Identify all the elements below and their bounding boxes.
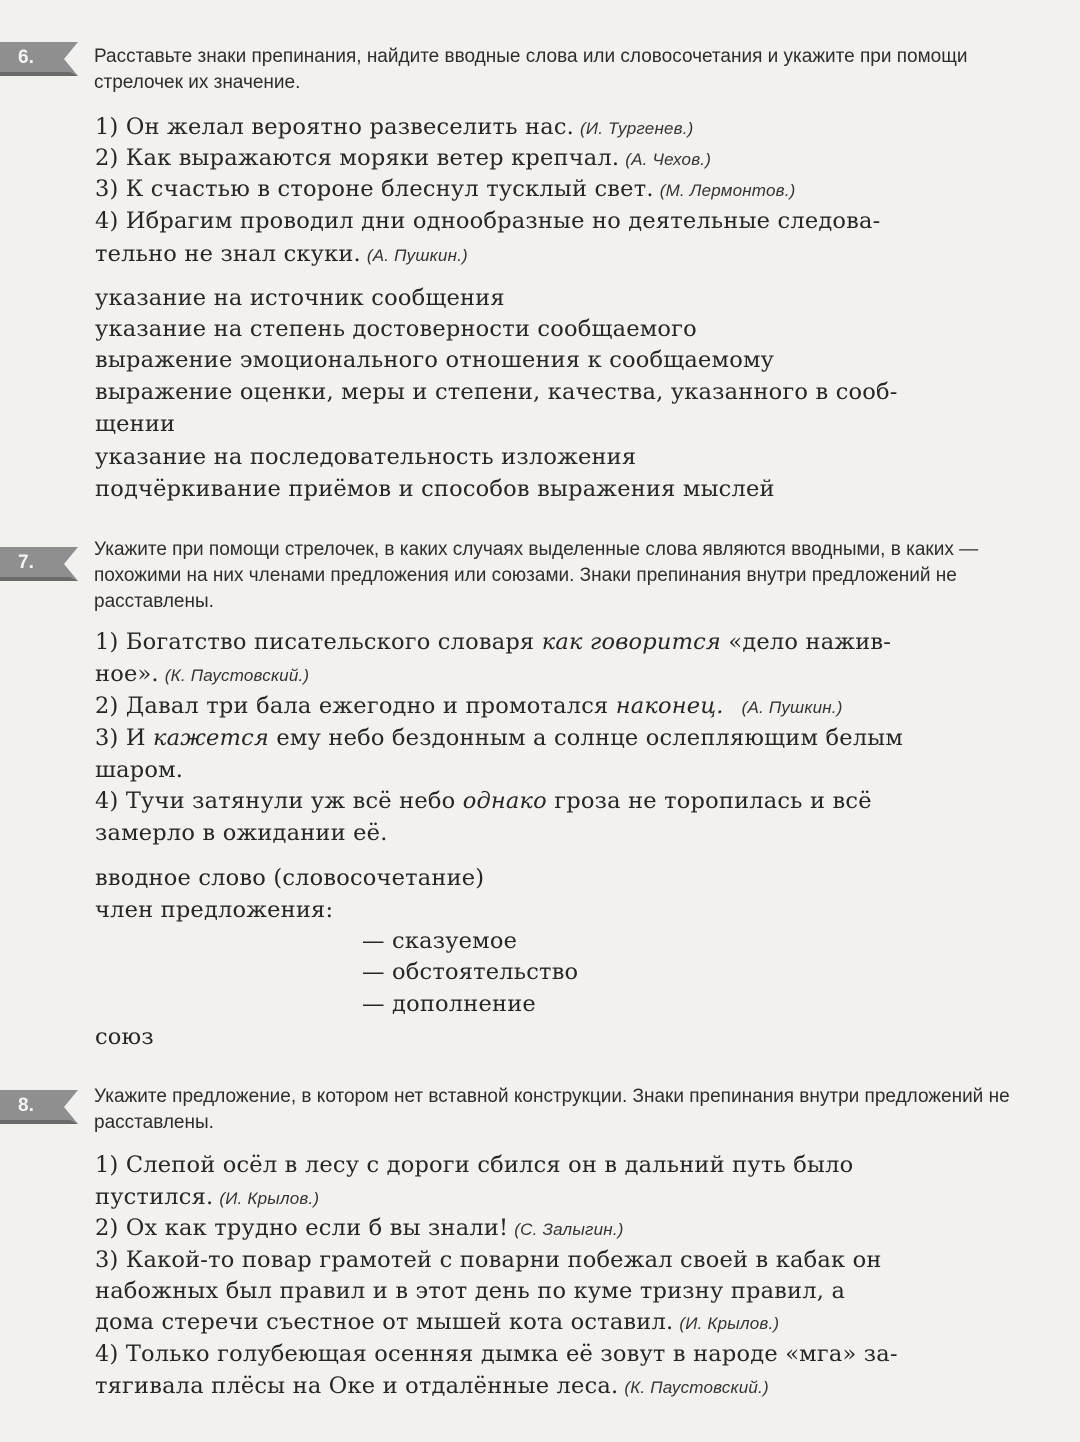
citation: (И. Крылов.) [219,1189,320,1208]
sentence-line: 4) Только голубеющая осенняя дымка её зовут в народе «мга» за- [95,1341,898,1367]
citation: (К. Паустовский.) [624,1378,769,1397]
sentence-3-line-1 [95,725,903,751]
sentence-text: 2) Давал три бала ежегодно и промотался [95,693,616,719]
meaning-3: выражение эмоционального отношения к сообщаемому [95,347,775,373]
sentence-text: 3) К счастью в стороне блеснул тусклый свет. [95,176,654,202]
task-instruction: Укажите предложение, в котором нет вставной конструкции. Знаки препинания внутри предложений не расставлены. [94,1086,1010,1133]
badge-ribbon-icon [0,547,78,581]
sentence-text: 1) Он желал вероятно развеселить нас. [95,114,574,140]
sentence-line [95,1373,769,1399]
sentence-text: 3) И [95,725,154,751]
sentence-text: 2) Ох как трудно если б вы знали! [95,1215,509,1241]
task-number-badge [0,547,78,581]
option-object: — дополнение [362,991,536,1017]
option-predicate: — сказуемое [362,928,518,954]
option-conjunction: союз [95,1024,154,1050]
citation: (С. Залыгин.) [514,1220,624,1239]
meaning-6: подчёркивание приёмов и способов выражения мыслей [95,476,775,502]
sentence-3-line-2: шаром. [95,757,184,783]
citation: (И. Тургенев.) [579,119,694,138]
sentence-text: тельно не знал скуки. [95,241,361,267]
task-number: 7. [18,552,34,573]
sentence-line: 1) Слепой осёл в лесу с дороги сбился он в дальний путь было [95,1152,854,1178]
meaning-2: указание на степень достоверности сообщаемого [95,316,697,342]
sentence-text: ное». [95,661,159,687]
sentence-line [95,1184,319,1210]
meaning-4-cont: щении [95,411,176,437]
sentence-text: пустился. [95,1184,214,1210]
sentence-text: гроза не торопилась и всё [546,788,872,814]
sentence-line [95,1215,624,1241]
meaning-4: выражение оценки, меры и степени, качества, указанного в сооб- [95,379,898,405]
sentence-line [95,1309,779,1335]
sentence-line: 3) Какой-то повар грамотей с поварни побежал своей в кабак он [95,1247,882,1273]
highlighted-word: наконец. [615,693,724,719]
highlighted-word: как говорится [541,629,722,655]
task-instruction: Расставьте знаки препинания, найдите вводные слова или словосочетания и укажите при помощи стрелочек их значение. [94,46,968,93]
sentence-line: набожных был правил и в этот день по куме тризну правил, а [95,1278,846,1304]
sentence-text: ему небо бездонным а солнце ослепляющим белым [269,725,904,751]
sentence-text: дома стеречи съестное от мышей кота оставил. [95,1309,674,1335]
citation: (А. Чехов.) [625,150,712,169]
sentence-4-line-2 [95,241,468,267]
sentence-4-line-1: 4) Ибрагим проводил дни однообразные но деятельные следова- [95,208,881,234]
badge-ribbon-icon [0,1090,78,1124]
option-sentence-member: член предложения: [95,897,334,923]
citation: (И. Крылов.) [679,1314,780,1333]
citation: (К. Паустовский.) [164,666,310,685]
sentence-1-line-2 [95,661,309,687]
highlighted-word: однако [462,788,547,814]
sentence-text: 4) Тучи затянули уж всё небо [95,788,463,814]
sentence-2 [95,693,843,719]
meaning-1: указание на источник сообщения [95,285,505,311]
sentence-4-line-1 [95,788,872,814]
option-intro-word: вводное слово (словосочетание) [95,865,485,891]
task-number-badge [0,42,78,76]
sentence-text: тягивала плёсы на Оке и отдалённые леса. [95,1373,619,1399]
badge-ribbon-icon [0,42,78,76]
sentence-1 [95,114,694,140]
citation: (М. Лермонтов.) [659,181,796,200]
sentence-text: 1) Богатство писательского словаря [95,629,542,655]
citation: (А. Пушкин.) [741,698,843,717]
sentence-2 [95,145,711,171]
sentence-4-line-2: замерло в ожидании её. [95,820,388,846]
task-number-badge [0,1090,78,1124]
task-number: 8. [18,1095,34,1116]
citation: (А. Пушкин.) [366,246,468,265]
task-instruction: Укажите при помощи стрелочек, в каких случаях выделенные слова являются вводными, в каких — похожими на них членами предложения или союзами. Знаки препинания внутри предложений не расставлены. [94,539,979,612]
meaning-5: указание на последовательность изложения [95,444,637,470]
sentence-text: 2) Как выражаются моряки ветер крепчал. [95,145,620,171]
sentence-3 [95,176,796,202]
option-adverbial: — обстоятельство [362,959,579,985]
sentence-text: «дело нажив- [721,629,892,655]
highlighted-word: кажется [153,725,270,751]
sentence-1-line-1 [95,629,891,655]
task-number: 6. [18,47,34,68]
